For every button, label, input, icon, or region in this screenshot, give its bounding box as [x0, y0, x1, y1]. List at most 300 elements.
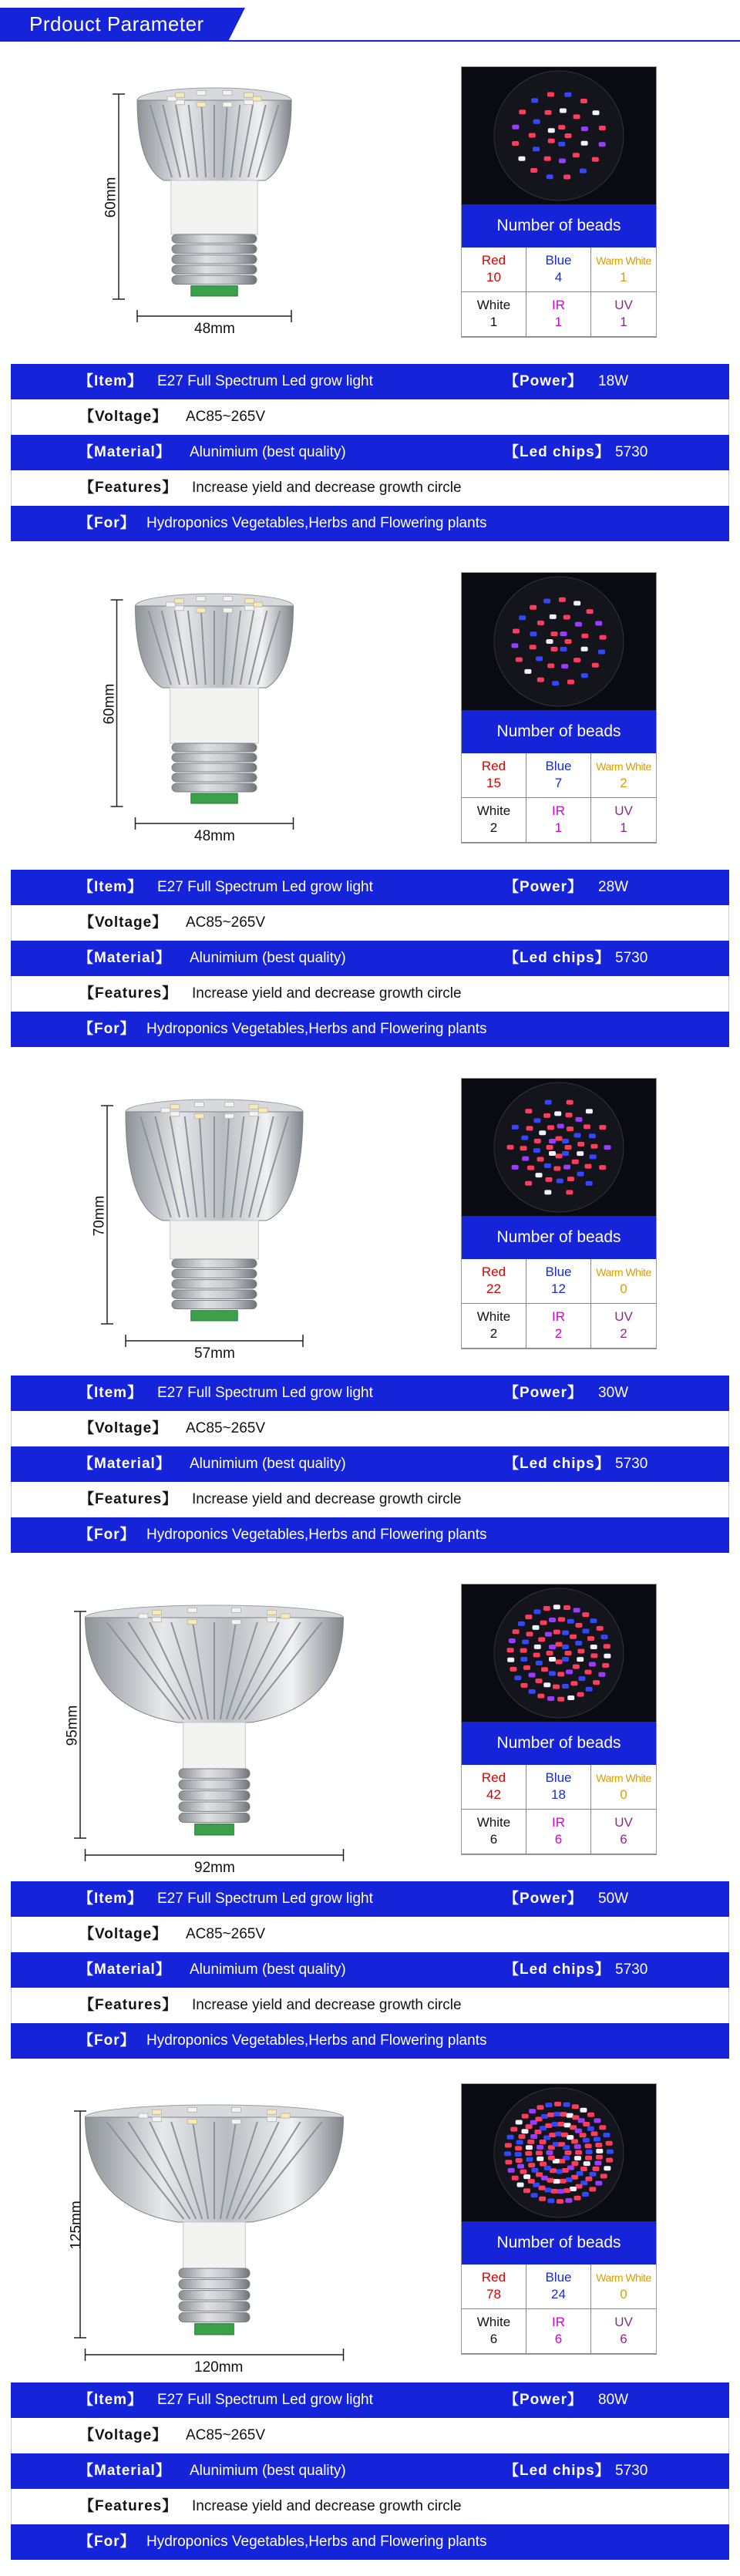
led-chip: [590, 1154, 597, 1159]
screw-thread: [172, 753, 257, 762]
led-chip: [575, 2129, 582, 2133]
led-chip: [553, 1166, 560, 1170]
led-chip: [598, 650, 605, 655]
bulb-neck: [183, 2222, 246, 2268]
led-chip: [560, 647, 567, 652]
led-chip: [574, 1133, 580, 1137]
bead-name: Red: [481, 253, 506, 268]
spec-row-for: [11, 1517, 729, 1553]
led-chip: [574, 601, 580, 605]
led-chip: [549, 1657, 556, 1662]
led-chip: [531, 2168, 538, 2173]
led-board: [494, 71, 624, 200]
led-chip: [587, 2113, 594, 2117]
bead-name: White: [476, 1815, 511, 1830]
spec-row-item: [11, 1376, 729, 1411]
beads-panel: [461, 1584, 657, 1855]
bead-name: White: [476, 298, 511, 312]
led-chip: [533, 146, 540, 151]
led-chip: [553, 1630, 560, 1635]
face-led-chip: [231, 1620, 240, 1625]
led-chip: [543, 1606, 550, 1611]
screw-thread: [179, 1769, 250, 1778]
screw-thread: [179, 1791, 250, 1800]
bulb-illustration: [68, 580, 361, 904]
voltage-label: 【Voltage】: [79, 1420, 168, 1436]
led-chip: [602, 1663, 609, 1668]
screw-thread: [172, 763, 257, 772]
beads-panel: [461, 66, 657, 338]
bead-count: 15: [486, 776, 501, 790]
led-chip: [586, 1687, 593, 1692]
led-chip: [577, 1151, 584, 1156]
led-chip: [550, 615, 557, 619]
led-chip: [513, 628, 520, 633]
led-chip: [575, 2150, 582, 2155]
for-label: 【For】: [79, 1021, 136, 1037]
led-chip: [567, 1177, 574, 1181]
led-chip: [580, 2108, 587, 2113]
led-chip: [560, 2179, 567, 2184]
led-chip: [530, 645, 536, 649]
base-contact: [191, 793, 238, 803]
led-chip: [517, 2164, 524, 2169]
led-chip: [556, 1659, 563, 1664]
item-value: E27 Full Spectrum Led grow light: [157, 373, 373, 389]
led-chip: [557, 2199, 563, 2204]
led-chip: [551, 631, 558, 636]
led-chip: [523, 2188, 530, 2193]
led-chip: [529, 1672, 536, 1677]
led-chip: [530, 2134, 537, 2139]
led-chip: [593, 1680, 600, 1685]
bead-cell-uv: [591, 798, 656, 843]
led-array-photo: [462, 67, 656, 204]
features-value: Increase yield and decrease growth circle: [192, 985, 462, 1002]
ledchips-label: 【Led chips】: [504, 2463, 610, 2479]
led-chip: [563, 615, 570, 620]
led-chip: [549, 1645, 556, 1649]
led-chip: [577, 1648, 584, 1653]
led-chip: [526, 2145, 533, 2150]
led-chip: [505, 2143, 512, 2147]
voltage-label: 【Voltage】: [79, 1926, 168, 1942]
led-chip: [526, 1126, 533, 1130]
led-chip: [547, 663, 554, 668]
led-chip: [562, 1645, 569, 1649]
led-chip: [607, 2150, 614, 2154]
screw-thread: [179, 2279, 250, 2288]
led-chip: [538, 1637, 545, 1642]
led-chip: [590, 1618, 597, 1623]
face-led-chip: [197, 596, 206, 601]
base-contact: [191, 286, 238, 296]
led-chip: [536, 656, 543, 661]
face-led-chip: [188, 2107, 197, 2112]
spec-row-voltage: [11, 2418, 729, 2453]
item-value: E27 Full Spectrum Led grow light: [157, 1385, 373, 1401]
face-led-chip: [166, 602, 176, 607]
led-chip: [586, 1109, 593, 1113]
bead-count: 22: [486, 1281, 501, 1296]
led-chip: [544, 1190, 551, 1194]
face-led-chip: [231, 1608, 240, 1612]
led-chip: [557, 1124, 564, 1129]
led-chip: [522, 2114, 529, 2119]
led-chip: [559, 159, 566, 163]
led-chip: [520, 1146, 527, 1150]
led-chip: [583, 2138, 590, 2143]
led-chip: [550, 2189, 557, 2194]
spec-row-material: [11, 1952, 729, 1988]
for-value: Hydroponics Vegetables,Herbs and Flowering plants: [146, 1021, 487, 1037]
led-chip: [547, 174, 553, 179]
beads-panel: [461, 572, 657, 844]
led-chip: [536, 2150, 543, 2155]
led-chip: [525, 2151, 532, 2156]
bead-cell-ir: [526, 1810, 591, 1854]
power-value: 50W: [598, 1891, 629, 1907]
ledchips-value: 5730: [615, 2463, 648, 2479]
material-value: Alunimium (best quality): [190, 1961, 346, 1978]
bead-cell-white: [462, 1810, 526, 1854]
ledchips-label: 【Led chips】: [504, 444, 610, 460]
spec-row-for: [11, 2023, 729, 2059]
led-chip: [566, 2177, 573, 2182]
bead-name: Blue: [545, 2270, 572, 2285]
power-value: 30W: [598, 1385, 629, 1401]
led-chip: [574, 2156, 581, 2160]
led-chip: [551, 2122, 558, 2126]
led-chip: [523, 2174, 530, 2179]
led-chip: [549, 2133, 556, 2137]
features-value: Increase yield and decrease growth circle: [192, 1997, 462, 2013]
led-chip: [589, 2172, 596, 2177]
led-chip: [533, 1625, 540, 1630]
features-label: 【Features】: [79, 480, 178, 496]
bead-count: 24: [551, 2287, 566, 2302]
led-chip: [549, 1618, 556, 1622]
bead-name: White: [476, 2315, 511, 2329]
width-label: 48mm: [194, 828, 235, 844]
ledchips-value: 5730: [615, 1456, 648, 1472]
bead-name: IR: [552, 1815, 565, 1830]
led-chip: [595, 2143, 602, 2147]
led-chip: [587, 609, 594, 614]
led-chip: [599, 126, 606, 130]
face-led-chip: [258, 1108, 267, 1113]
led-chip: [567, 2113, 574, 2118]
bead-count: 18: [551, 1787, 566, 1802]
screw-thread: [179, 1813, 250, 1822]
led-chip: [534, 1139, 541, 1143]
led-chip: [522, 1157, 529, 1161]
led-chip: [585, 2143, 592, 2148]
bead-count: 6: [489, 2332, 498, 2346]
led-chip: [562, 1684, 569, 1689]
face-led-chip: [176, 93, 185, 97]
led-chip: [582, 2192, 589, 2197]
for-value: Hydroponics Vegetables,Herbs and Flowering plants: [146, 515, 487, 531]
led-chip: [531, 2193, 538, 2197]
beads-title: Number of beads: [462, 710, 656, 753]
led-array-photo: [462, 573, 656, 710]
led-chip: [545, 2123, 552, 2128]
face-led-chip: [152, 1618, 161, 1622]
bead-cell-ir: [526, 798, 591, 843]
bead-name: UV: [614, 2315, 633, 2329]
led-chip: [533, 1118, 540, 1123]
spec-row-item: [11, 870, 729, 905]
led-chip: [581, 673, 588, 678]
face-led-chip: [244, 100, 253, 105]
led-chip: [548, 139, 555, 143]
bead-name: Blue: [545, 253, 572, 268]
led-chip: [553, 2179, 560, 2184]
bead-count: 7: [554, 776, 563, 790]
features-value: Increase yield and decrease growth circle: [192, 1491, 462, 1507]
face-led-chip: [170, 1112, 180, 1116]
face-led-chip: [188, 1620, 197, 1625]
spec-row-for: [11, 506, 729, 541]
led-chip: [567, 2135, 574, 2140]
led-chip: [516, 2140, 523, 2145]
led-chip: [580, 99, 587, 103]
led-chip: [529, 133, 536, 138]
led-chip: [524, 669, 531, 674]
led-chip: [586, 2150, 593, 2154]
bead-cell-blue: [526, 1765, 591, 1810]
bead-name: IR: [552, 2315, 565, 2329]
led-chip: [529, 1689, 536, 1694]
bead-cell-uv: [591, 292, 656, 337]
led-chip: [562, 1151, 569, 1156]
led-chip: [563, 1165, 570, 1170]
led-chip: [562, 1657, 569, 1662]
bead-cell-warm-white: [591, 247, 656, 292]
screw-thread: [179, 1780, 250, 1789]
bead-name: Blue: [545, 1264, 572, 1279]
led-chip: [536, 1661, 543, 1665]
led-chip: [584, 1124, 590, 1129]
led-chip: [562, 1139, 569, 1143]
led-array-drawing: [462, 1079, 656, 1216]
led-chip: [595, 2180, 602, 2185]
bead-count: 2: [620, 1326, 627, 1341]
screw-thread: [179, 2291, 250, 2300]
bead-count: 10: [486, 270, 501, 285]
features-label: 【Features】: [79, 1997, 178, 2013]
bulb-illustration: [68, 2091, 361, 2415]
item-value: E27 Full Spectrum Led grow light: [157, 2392, 373, 2408]
face-led-chip: [223, 596, 232, 601]
led-chip: [541, 2114, 548, 2119]
material-label: 【Material】: [79, 2463, 171, 2479]
led-chip: [544, 1163, 551, 1168]
bead-count: 1: [554, 820, 563, 835]
led-chip: [570, 1635, 577, 1639]
face-led-chip: [245, 598, 254, 603]
face-led-chip: [152, 2110, 161, 2114]
bead-cell-ir: [526, 292, 591, 337]
led-chip: [540, 1621, 547, 1625]
led-chip: [580, 2133, 587, 2137]
screw-thread: [172, 743, 257, 752]
led-chip: [546, 2103, 553, 2107]
voltage-value: AC85~265V: [186, 2427, 265, 2443]
beads-title: Number of beads: [462, 204, 656, 247]
bead-name: UV: [614, 1309, 633, 1324]
beads-panel: [461, 1078, 657, 1349]
led-chip: [560, 2112, 567, 2116]
bead-count: 2: [554, 1326, 563, 1341]
led-chip: [567, 1100, 574, 1105]
ledchips-label: 【Led chips】: [504, 1961, 610, 1978]
led-chip: [570, 1681, 577, 1685]
led-chip: [599, 1125, 606, 1130]
led-chip: [598, 1672, 605, 1677]
power-value: 28W: [598, 879, 629, 895]
face-led-chip: [194, 1114, 204, 1119]
voltage-value: AC85~265V: [186, 914, 265, 931]
led-chip: [594, 2160, 601, 2165]
led-chip: [537, 678, 544, 682]
page-header: [0, 8, 740, 42]
led-chip: [606, 2141, 613, 2146]
led-chip: [567, 1619, 574, 1624]
ledchips-value: 5730: [615, 950, 648, 966]
led-chip: [510, 2127, 517, 2132]
led-chip: [582, 1629, 589, 1634]
led-board: [494, 577, 624, 706]
led-chip: [539, 2197, 546, 2201]
power-label: 【Power】: [504, 1385, 584, 1401]
screw-thread: [172, 234, 257, 243]
material-value: Alunimium (best quality): [190, 950, 346, 966]
screw-thread: [172, 244, 257, 253]
bulb-neck: [183, 1722, 246, 1769]
bead-cell-blue: [526, 1259, 591, 1304]
bead-cell-uv: [591, 2309, 656, 2354]
base-contact: [195, 1824, 234, 1835]
led-chip: [574, 2196, 581, 2201]
face-led-chip: [174, 598, 183, 603]
led-chip: [547, 639, 553, 644]
screw-thread: [179, 1802, 250, 1811]
height-label: 95mm: [64, 1705, 81, 1746]
bead-cell-white: [462, 2309, 526, 2354]
power-value: 18W: [598, 373, 629, 389]
led-chip: [519, 109, 526, 114]
bead-cell-warm-white: [591, 1765, 656, 1810]
led-chip: [533, 120, 540, 124]
header-underline: [0, 40, 740, 42]
screw-thread: [172, 1290, 257, 1298]
bead-cell-uv: [591, 1810, 656, 1854]
face-led-chip: [188, 1608, 197, 1612]
face-led-chip: [197, 90, 206, 95]
led-chip: [515, 2152, 522, 2157]
spec-row-features: [11, 1482, 729, 1517]
spec-row-voltage: [11, 1411, 729, 1446]
led-chip: [581, 126, 588, 131]
led-chip: [537, 1157, 544, 1162]
spec-row-item: [11, 364, 729, 399]
bead-count-grid: [462, 247, 656, 337]
height-label: 125mm: [68, 2201, 85, 2250]
led-chip: [565, 1145, 572, 1150]
face-led-chip: [267, 1610, 277, 1615]
bead-cell-blue: [526, 2265, 591, 2309]
screw-thread: [179, 2312, 250, 2322]
bead-cell-white: [462, 1304, 526, 1349]
led-chip: [594, 2137, 600, 2141]
spec-row-material: [11, 435, 729, 470]
led-chip: [562, 2168, 569, 2173]
material-label: 【Material】: [79, 1961, 171, 1978]
led-chip: [522, 2129, 529, 2133]
led-chip: [558, 1617, 565, 1621]
led-chip: [525, 1109, 532, 1113]
features-label: 【Features】: [79, 985, 178, 1002]
led-chip: [573, 1665, 580, 1669]
led-array-drawing: [462, 67, 656, 204]
led-chip: [512, 2176, 519, 2180]
led-chip: [512, 141, 519, 146]
led-chip: [592, 663, 599, 668]
led-chip: [546, 1177, 553, 1182]
for-label: 【For】: [79, 1527, 136, 1543]
item-label: 【Item】: [79, 1385, 143, 1401]
led-array-photo: [462, 2084, 656, 2221]
bead-cell-red: [462, 1259, 526, 1304]
led-chip: [563, 2103, 570, 2107]
material-label: 【Material】: [79, 444, 171, 460]
face-led-chip: [225, 1114, 234, 1119]
face-led-chip: [225, 1102, 234, 1106]
led-chip: [544, 157, 551, 161]
led-chip: [520, 2170, 527, 2174]
spec-row-voltage: [11, 1917, 729, 1952]
led-array-photo: [462, 1079, 656, 1216]
face-led-chip: [139, 1614, 148, 1618]
led-chip: [537, 621, 544, 625]
led-chip: [557, 2189, 564, 2194]
bead-count: 78: [486, 2287, 501, 2302]
page-title: Prdouct Parameter: [29, 12, 204, 35]
led-chip: [507, 1648, 514, 1652]
led-chip: [593, 2167, 600, 2171]
led-chip: [606, 2158, 613, 2163]
power-label: 【Power】: [504, 373, 584, 389]
face-led-chip: [223, 103, 232, 107]
bead-cell-red: [462, 753, 526, 798]
led-chip: [553, 1605, 560, 1609]
bead-cell-red: [462, 247, 526, 292]
led-chip: [518, 2134, 525, 2139]
led-chip: [533, 1653, 540, 1658]
face-led-chip: [152, 2117, 161, 2122]
bulb-neck: [170, 688, 259, 743]
led-chip: [513, 1629, 520, 1634]
led-board: [494, 2088, 624, 2217]
bulb-illustration: [68, 74, 361, 398]
led-chip: [565, 1651, 572, 1655]
bead-cell-uv: [591, 1304, 656, 1349]
led-chip: [572, 1160, 579, 1164]
bead-cell-white: [462, 798, 526, 843]
led-chip: [527, 2140, 534, 2144]
